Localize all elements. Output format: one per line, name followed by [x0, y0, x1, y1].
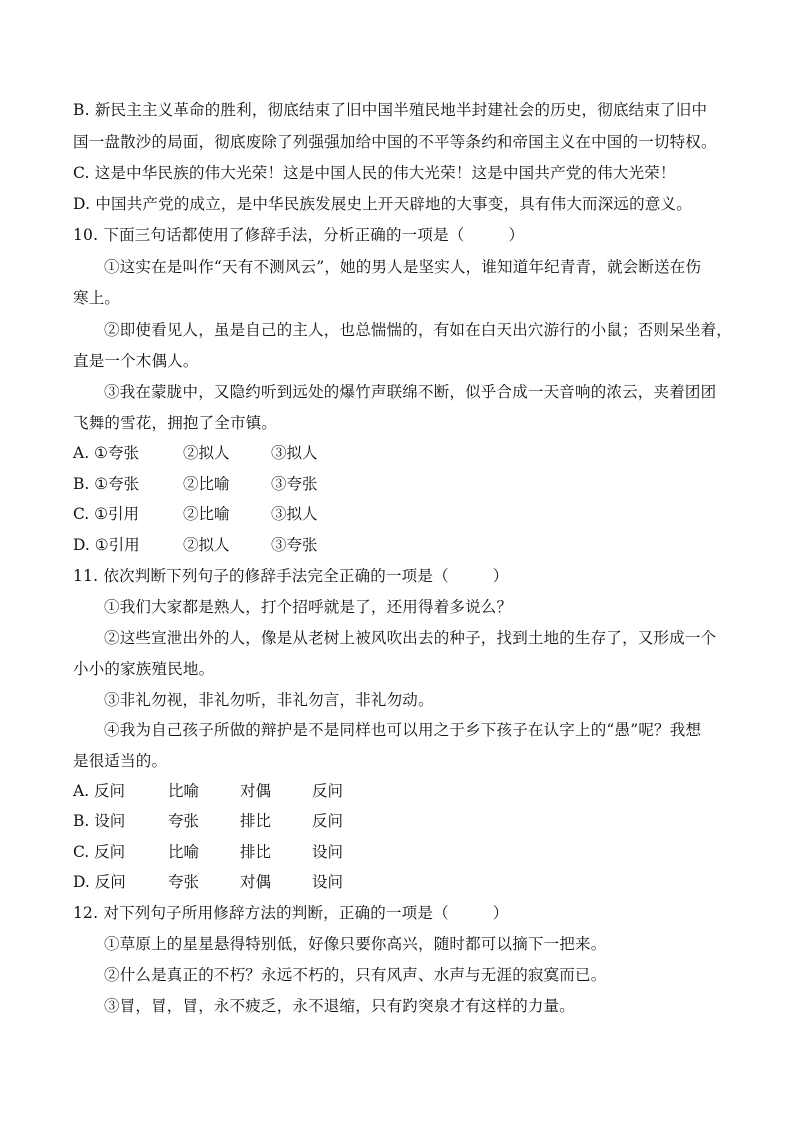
- q11-sentence-4-line-2: 是很适当的。: [73, 752, 168, 770]
- q11-sentence-1: ①我们大家都是熟人，打个招呼就是了，还用得着多说么？: [104, 598, 513, 616]
- q11-option-a-1: A. 反问: [73, 782, 126, 800]
- q11-sentence-4-line-1: ④我为自己孩子所做的辩护是不是同样也可以用之于乡下孩子在认字上的“愚”呢？我想: [104, 721, 702, 739]
- q11-option-c-1: C. 反问: [73, 843, 126, 861]
- q10-option-b-1: B. ①夸张: [73, 475, 140, 493]
- q10-option-a-3: ③拟人: [271, 444, 318, 462]
- q11-option-b-4: 反问: [312, 812, 344, 830]
- q10-option-c-2: ②比喻: [183, 505, 230, 523]
- option-d-line: D. 中国共产党的成立，是中华民族发展史上开天辟地的大事变，具有伟大而深远的意义。: [73, 195, 692, 213]
- q10-option-d-1: D. ①引用: [73, 536, 140, 554]
- q10-sentence-2-line-1: ②即使看见人，虽是自己的主人，也总惴惴的，有如在白天出穴游行的小鼠；否则呆坐着，: [104, 321, 733, 339]
- q10-sentence-1-line-1: ①这实在是叫作“天有不测风云”，她的男人是坚实人，谁知道年纪青青，就会断送在伤: [104, 258, 702, 276]
- q11-option-d-3: 对偶: [240, 873, 272, 891]
- question-12-stem-close: ）: [492, 904, 509, 922]
- q10-sentence-3-line-1: ③我在蒙胧中，又隐约听到远处的爆竹声联绵不断，似乎合成一天音响的浓云，夹着团团: [104, 383, 717, 401]
- q11-option-c-4: 设问: [312, 843, 344, 861]
- q10-sentence-3-line-2: 飞舞的雪花，拥抱了全市镇。: [73, 414, 278, 432]
- q12-sentence-2: ②什么是真正的不朽？永远不朽的，只有风声、水声与无涯的寂寞而已。: [104, 966, 607, 984]
- q10-option-b-2: ②比喻: [183, 475, 230, 493]
- q11-option-b-3: 排比: [240, 812, 272, 830]
- q12-sentence-3: ③冒，冒，冒，永不疲乏，永不退缩，只有趵突泉才有这样的力量。: [104, 997, 576, 1015]
- q11-sentence-3: ③非礼勿视，非礼勿听，非礼勿言，非礼勿动。: [104, 691, 434, 709]
- q10-option-a-2: ②拟人: [183, 444, 230, 462]
- q10-sentence-1-line-2: 寒上。: [73, 289, 121, 307]
- option-b-line-2: 国一盘散沙的局面，彻底废除了列强强加给中国的不平等条约和帝国主义在中国的一切特权。: [73, 133, 717, 151]
- q11-option-d-1: D. 反问: [73, 873, 126, 891]
- q11-option-b-2: 夸张: [168, 812, 200, 830]
- q10-option-d-2: ②拟人: [183, 536, 230, 554]
- q11-option-a-2: 比喻: [168, 782, 200, 800]
- option-c-line: C. 这是中华民族的伟大光荣！这是中国人民的伟大光荣！这是中国共产党的伟大光荣！: [73, 164, 676, 182]
- q11-option-d-2: 夸张: [168, 873, 200, 891]
- q11-option-b-1: B. 设问: [73, 812, 126, 830]
- question-12-stem: [73, 898, 733, 929]
- q11-option-c-3: 排比: [240, 843, 272, 861]
- question-10-stem-close: ）: [508, 226, 525, 244]
- q10-sentence-2-line-2: 直是一个木偶人。: [73, 352, 199, 370]
- question-11-stem-close: ）: [492, 567, 509, 585]
- q12-sentence-1: ①草原上的星星悬得特别低，好像只要你高兴，随时都可以摘下一把来。: [104, 935, 607, 953]
- question-10-stem-text: 10. 下面三句话都使用了修辞手法，分析正确的一项是（: [73, 226, 465, 244]
- option-b-line-1: B. 新民主主义革命的胜利，彻底结束了旧中国半殖民地半封建社会的历史，彻底结束了旧中: [73, 101, 708, 119]
- question-12-stem-text: 12. 对下列句子所用修辞方法的判断，正确的一项是（: [73, 904, 449, 922]
- q11-option-d-4: 设问: [312, 873, 344, 891]
- question-11-stem-text: 11. 依次判断下列句子的修辞手法完全正确的一项是（: [73, 567, 449, 585]
- q10-option-a-1: A. ①夸张: [73, 444, 139, 462]
- q11-option-a-4: 反问: [312, 782, 344, 800]
- q10-option-c-1: C. ①引用: [73, 505, 140, 523]
- q11-sentence-2-line-1: ②这些宣泄出外的人，像是从老树上被风吹出去的种子，找到土地的生存了，又形成一个: [104, 629, 717, 647]
- q10-option-b-3: ③夸张: [271, 475, 318, 493]
- q11-option-c-2: 比喻: [168, 843, 200, 861]
- question-10-stem: [73, 220, 733, 251]
- q10-option-d-3: ③夸张: [271, 536, 318, 554]
- question-11-stem: [73, 561, 733, 592]
- q11-sentence-2-line-2: 小小的家族殖民地。: [73, 660, 215, 678]
- q10-option-c-3: ③拟人: [271, 505, 318, 523]
- q11-option-a-3: 对偶: [240, 782, 272, 800]
